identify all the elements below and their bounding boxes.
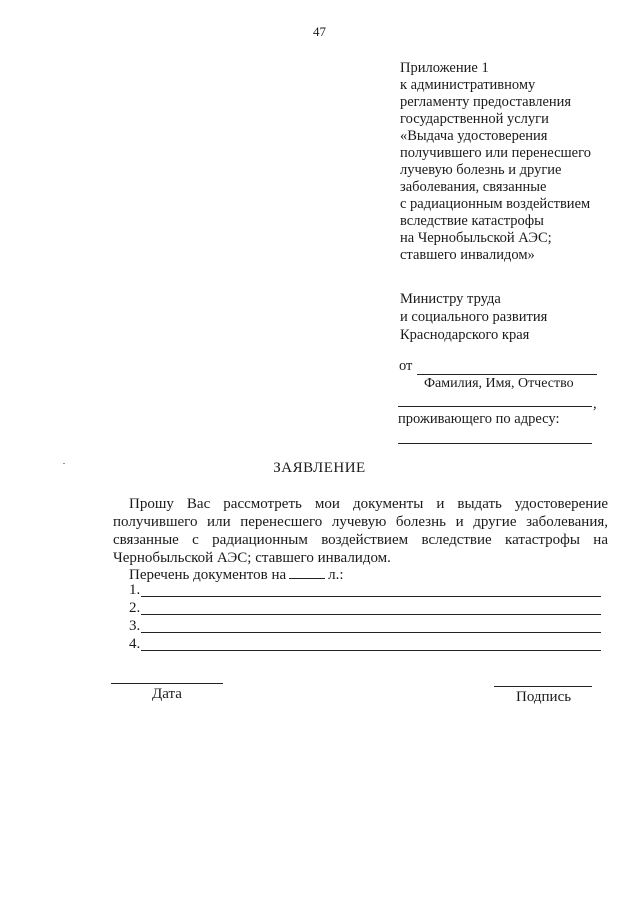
addressee-block — [400, 290, 547, 344]
document-item-number: 2. — [129, 600, 141, 616]
document-item-number: 1. — [129, 582, 141, 598]
document-item-line[interactable] — [141, 614, 601, 615]
document-item-line[interactable] — [141, 596, 601, 597]
document-title: ЗАЯВЛЕНИЕ — [273, 460, 366, 476]
document-item-number: 4. — [129, 636, 141, 652]
statement-paragraph: Прошу Вас рассмотреть мои документы и выдать удостоверение получившего или перенесшего лучевую болезнь и другие заболевания, связанные с радиационным воздействием вследствие катастрофы на Чернобыльской АЭС; ставшего инвалидом. — [113, 496, 608, 566]
documents-list-header — [129, 566, 344, 584]
from-label: от — [399, 358, 413, 374]
signature-label: Подпись — [516, 689, 572, 705]
statement-body — [113, 495, 608, 567]
addressee-line: Краснодарского края — [400, 327, 530, 343]
document-item — [129, 600, 140, 617]
document-item-number: 3. — [129, 618, 141, 634]
appendix-line: Приложение 1 — [400, 60, 489, 76]
appendix-line: государственной услуги — [400, 111, 549, 127]
signature-blank-line[interactable] — [494, 686, 592, 687]
fio-caption: Фамилия, Имя, Отчество — [424, 376, 574, 391]
appendix-line: на Чернобыльской АЭС; — [400, 230, 552, 246]
page-count-blank[interactable] — [289, 566, 325, 579]
appendix-line: «Выдача удостоверения — [400, 128, 548, 144]
address-blank-line-2[interactable] — [398, 443, 592, 444]
addressee-line: и социального развития — [400, 309, 548, 325]
documents-list-prefix: Перечень документов на — [129, 567, 287, 583]
appendix-line: к административному — [400, 77, 536, 93]
document-item-line[interactable] — [141, 650, 601, 651]
appendix-block — [400, 60, 591, 264]
address-caption: проживающего по адресу: — [398, 411, 560, 427]
page-number: 47 — [313, 24, 326, 39]
appendix-line: с радиационным воздействием — [400, 196, 591, 212]
date-label: Дата — [152, 686, 182, 702]
appendix-line: получившего или перенесшего — [400, 145, 591, 161]
document-item — [129, 582, 140, 599]
appendix-line: лучевую болезнь и другие — [400, 162, 562, 178]
address-blank-line-1[interactable] — [398, 406, 592, 407]
document-item — [129, 636, 140, 653]
document-item — [129, 618, 140, 635]
address-comma: , — [593, 396, 597, 412]
documents-list-suffix: л.: — [328, 567, 344, 583]
appendix-line: вследствие катастрофы — [400, 213, 544, 229]
appendix-line: регламенту предоставления — [400, 94, 572, 110]
date-blank-line[interactable] — [111, 683, 223, 684]
appendix-line: заболевания, связанные — [400, 179, 547, 195]
document-item-line[interactable] — [141, 632, 601, 633]
addressee-line: Министру труда — [400, 291, 501, 307]
fio-blank-line[interactable] — [417, 374, 597, 375]
appendix-line: ставшего инвалидом» — [400, 247, 535, 263]
